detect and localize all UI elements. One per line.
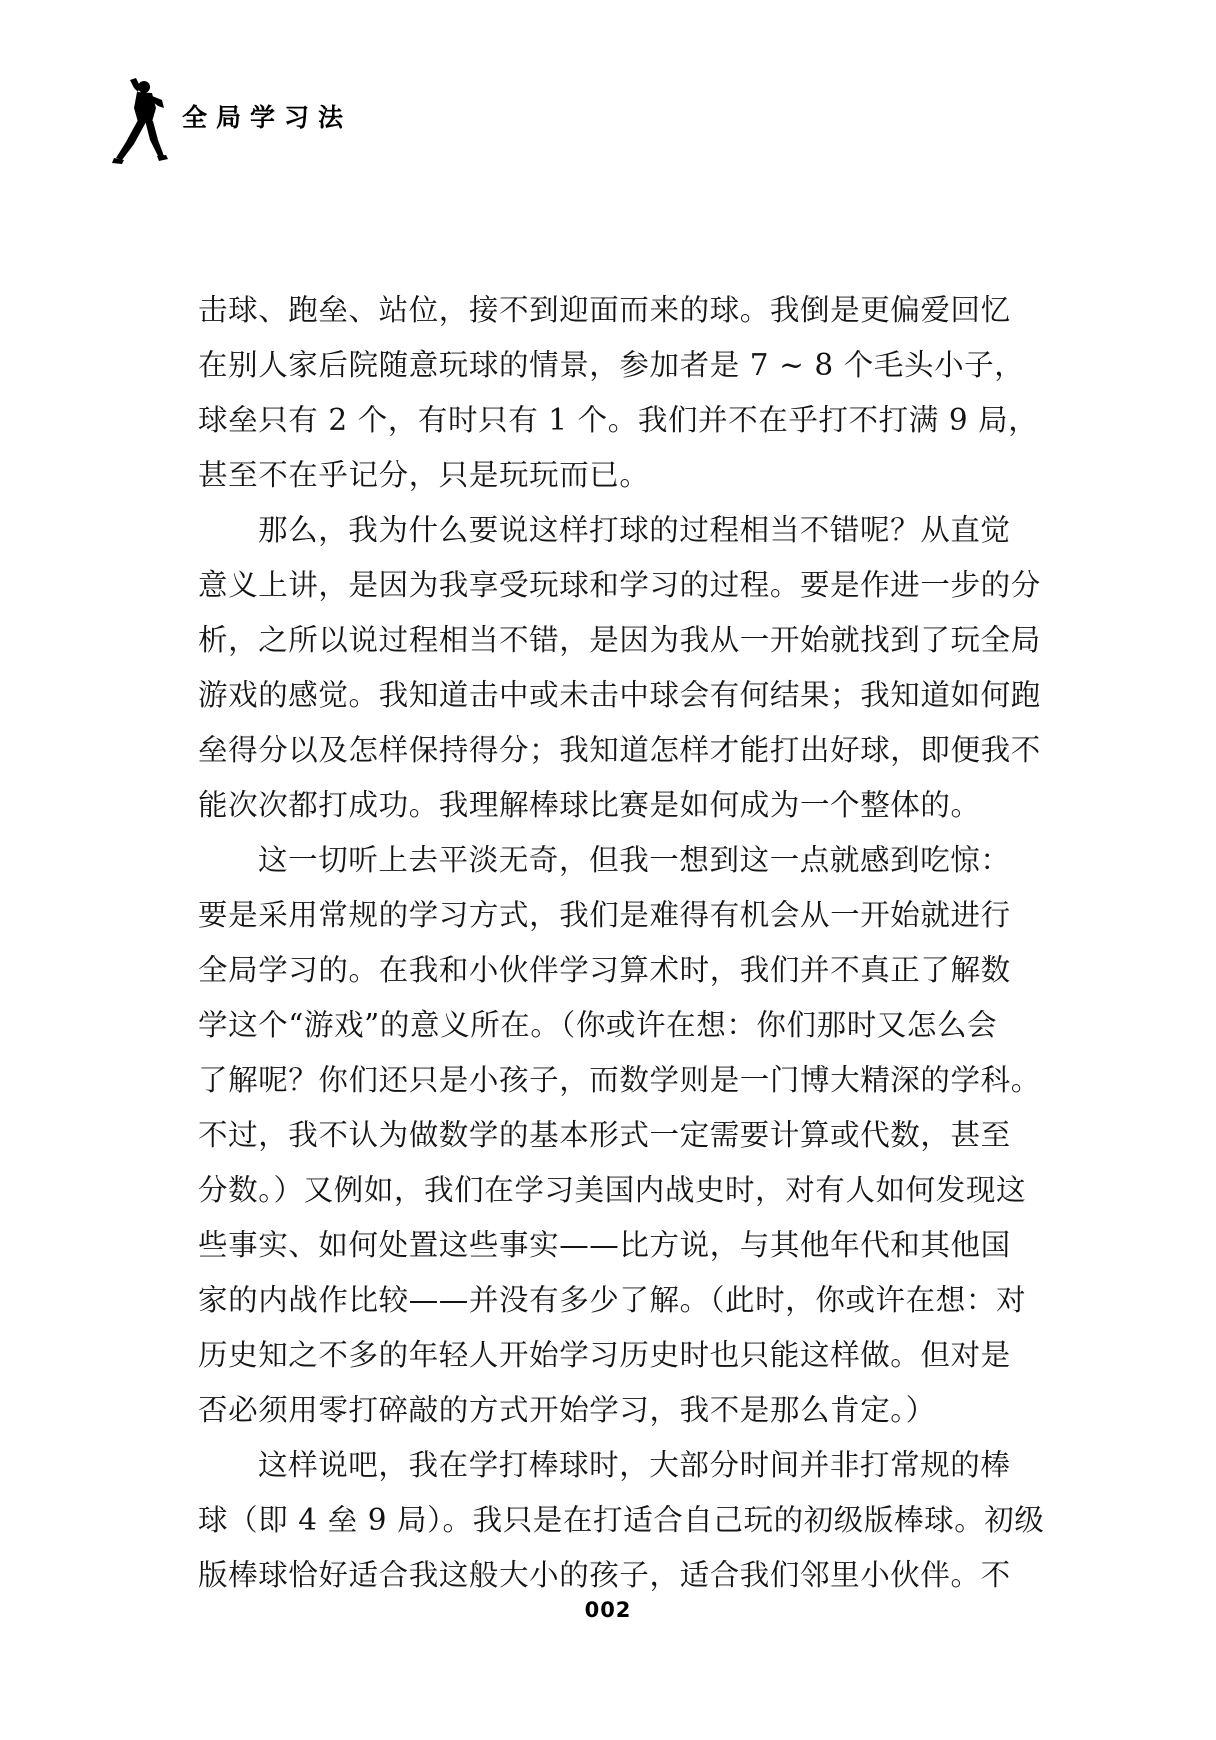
text-line: 游戏的感觉。我知道击中或未击中球会有何结果；我知道如何跑 — [198, 678, 1041, 712]
text-line: 球垒只有 2 个，有时只有 1 个。我们并不在乎打不打满 9 局， — [198, 403, 1039, 437]
text-line: 垒得分以及怎样保持得分；我知道怎样才能打出好球，即便我不 — [198, 733, 1041, 767]
body-text — [198, 283, 1045, 1603]
text-line: 要是采用常规的学习方式，我们是难得有机会从一开始就进行 — [198, 898, 1011, 932]
text-line: 些事实、如何处置这些事实——比方说，与其他年代和其他国 — [198, 1228, 1011, 1262]
text-line: 全局学习的。在我和小伙伴学习算术时，我们并不真正了解数 — [198, 953, 1011, 987]
text-line: 析，之所以说过程相当不错，是因为我从一开始就找到了玩全局 — [198, 623, 1041, 657]
text-line: 能次次都打成功。我理解棒球比赛是如何成为一个整体的。 — [198, 788, 981, 822]
text-line: 在别人家后院随意玩球的情景，参加者是 7 ~ 8 个毛头小子， — [198, 348, 1025, 382]
text-line: 版棒球恰好适合我这般大小的孩子，适合我们邻里小伙伴。不 — [198, 1558, 1011, 1592]
text-line: 球（即 4 垒 9 局）。我只是在打适合自己玩的初级版棒球。初级 — [198, 1503, 1045, 1537]
page-number: 002 — [584, 1598, 632, 1622]
text-line: 家的内战作比较——并没有多少了解。（此时，你或许在想：对 — [198, 1283, 1027, 1317]
paragraph-start-line: 这一切听上去平淡无奇，但我一想到这一点就感到吃惊： — [258, 843, 1011, 877]
paragraph-start-line: 这样说吧，我在学打棒球时，大部分时间并非打常规的棒 — [258, 1448, 1011, 1482]
text-line: 甚至不在乎记分，只是玩玩而已。 — [198, 458, 650, 492]
text-line: 不过，我不认为做数学的基本形式一定需要计算或代数，甚至 — [198, 1118, 1011, 1152]
text-line: 历史知之不多的年轻人开始学习历史时也只能这样做。但对是 — [198, 1338, 1011, 1372]
text-line: 意义上讲，是因为我享受玩球和学习的过程。要是作进一步的分 — [198, 568, 1041, 602]
text-line: 了解呢？你们还只是小孩子，而数学则是一门博大精深的学科。 — [198, 1063, 1041, 1097]
baseball-player-silhouette-icon — [112, 78, 174, 168]
book-title: 全局学习法 — [182, 103, 353, 132]
running-head — [112, 78, 352, 168]
paragraph-start-line: 那么，我为什么要说这样打球的过程相当不错呢？从直觉 — [258, 513, 1011, 547]
text-line: 击球、跑垒、站位，接不到迎面而来的球。我倒是更偏爱回忆 — [198, 293, 1011, 327]
text-line: 否必须用零打碎敲的方式开始学习，我不是那么肯定。） — [198, 1393, 936, 1427]
text-line: 学这个“游戏”的意义所在。（你或许在想：你们那时又怎么会 — [198, 1008, 998, 1042]
text-line: 分数。）又例如，我们在学习美国内战史时，对有人如何发现这 — [198, 1173, 1027, 1207]
